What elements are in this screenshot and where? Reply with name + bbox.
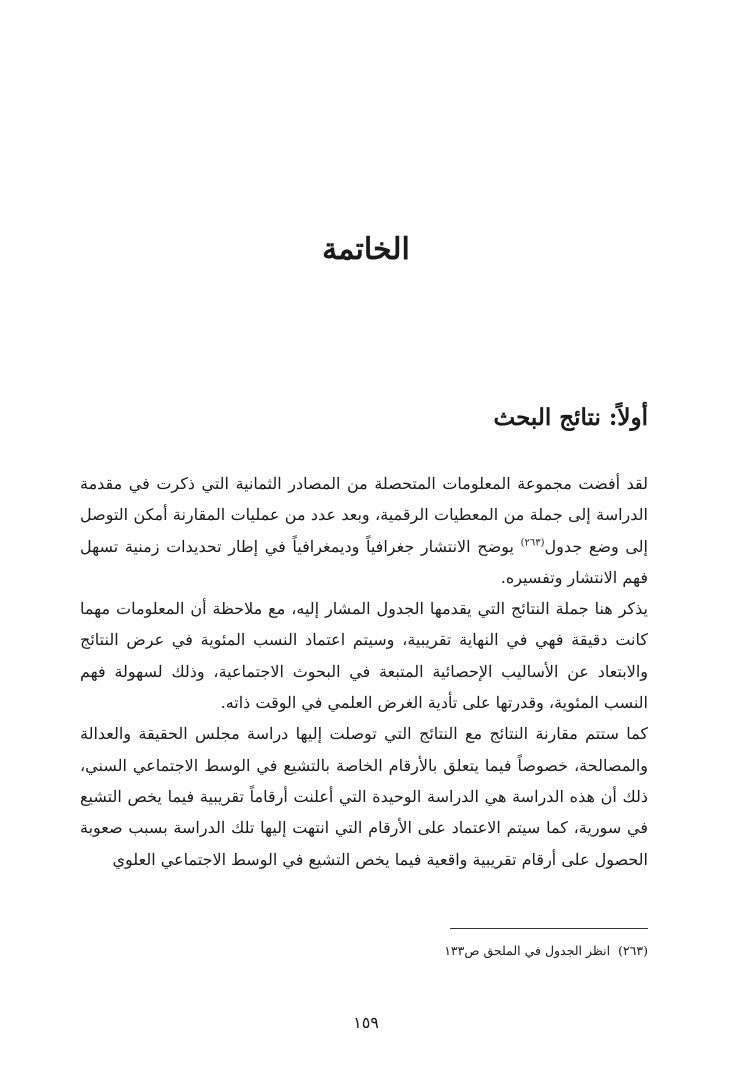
footnote-divider: [450, 928, 648, 929]
footnote-reference: (٢٦٣): [520, 537, 545, 549]
page-number: ١٥٩: [353, 1013, 379, 1032]
body-text: [80, 468, 648, 875]
paragraph-2: يذكر هنا جملة النتائج التي يقدمها الجدول المشار إليه، مع ملاحظة أن المعلومات مهما كانت دقيقة فهي في النهاية تقريبية، وسيتم اعتماد النسب المئوية في عرض النتائج والابتعاد عن الأساليب الإحصائية المتبعة في البحوث الاجتماعية، وذلك لسهولة فهم النسب المئوية، وقدرتها على تأدية الغرض العلمي في الوقت ذاته.: [80, 599, 648, 713]
section-title: أولاً: نتائج البحث: [493, 404, 648, 431]
paragraph-1-text: لقد أفضت مجموعة المعلومات المتحصلة من المصادر الثمانية التي ذكرت في مقدمة الدراسة إلى جملة من المعطيات الرقمية، وبعد عدد من عمليات المقارنة أمكن التوصل إلى وضع جدول: [80, 474, 649, 556]
footnote-text: انظر الجدول في الملحق ص١٣٣: [444, 943, 611, 958]
paragraph-3: كما ستتم مقارنة النتائج مع النتائج التي توصلت إليها دراسة مجلس الحقيقة والعدالة والمصالحة، خصوصاً فيما يتعلق بالأرقام الخاصة بالتشيع في الوسط الاجتماعي السني، ذلك أن هذه الدراسة هي الدراسة الوحيدة التي أعلنت أرقاماً تقريبية فيما يخص التشيع في سورية، كما سيتم الاعتماد على الأرقام التي انتهت إليها تلك الدراسة بسبب صعوبة الحصول على أرقام تقريبية واقعية فيما يخص التشيع في الوسط الاجتماعي العلوي: [80, 724, 648, 869]
chapter-title: الخاتمة: [322, 232, 410, 267]
footnote-number: (٢٦٣): [618, 943, 648, 958]
paragraph-1: [80, 468, 648, 593]
footnote: [444, 943, 648, 958]
paragraph-1-text-cont: يوضح الانتشار جغرافياً وديمغرافياً في إطار تحديدات زمنية تسهل فهم الانتشار وتفسيره.: [80, 536, 648, 587]
